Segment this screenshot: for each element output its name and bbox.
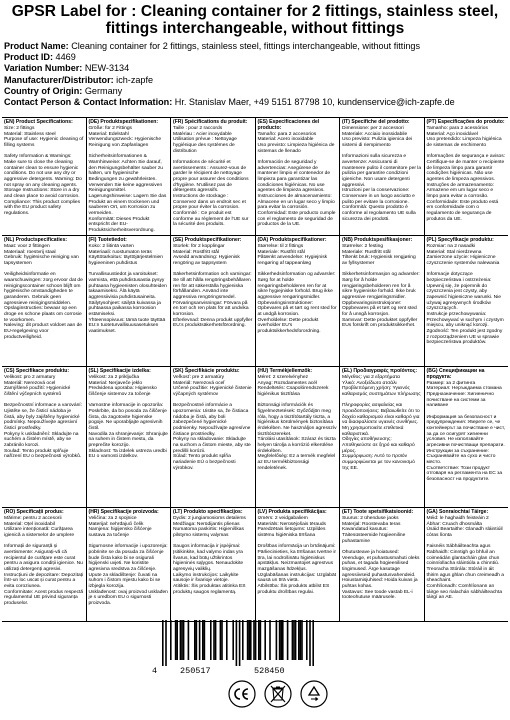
lang-heading: (SK) Špecifikácie produktu:	[173, 368, 240, 374]
barcode-bar	[250, 620, 252, 660]
lang-heading: (IT) Specifiche del prodotto:	[342, 119, 410, 125]
barcode-guard-bar	[236, 620, 238, 666]
lang-cell-de	[86, 118, 171, 235]
recycle-icon	[300, 680, 328, 708]
lang-cell-it	[339, 118, 424, 235]
country-label: Country of Origin:	[4, 85, 83, 96]
lang-heading: (DE) Produktspezifikationen:	[88, 119, 159, 125]
lang-heading: (BG) Спецификации на продукта:	[426, 368, 485, 380]
barcode-guard-bar	[312, 620, 314, 666]
barcode-bar	[181, 620, 183, 660]
lang-heading: (CS) Specifikace produktu:	[4, 368, 70, 374]
barcode-bar	[292, 620, 294, 660]
barcode-bar	[175, 620, 177, 660]
lang-cell-en	[2, 118, 86, 235]
lang-text: Veličina: za 2 spojnice Materijal: nehrđajući čelik Namjena: higijensko čišćenje sustava za točenje Sigurnosne informacije i upozorenja: pobrinite se da posuda za čišćenje bude čista kako bi se osigurali higijenski uvjeti. Ne koristite agresivna sredstva za čišćenje. Upute za skladištenje: čuvati na suhom i čistom mjestu kako bi se izbjegla korozija. Usklađenost: ovaj proizvod usklađen je s uredbom EU o sigurnosti proizvoda.	[88, 516, 168, 606]
language-band	[2, 117, 508, 235]
barcode-bar	[226, 620, 228, 660]
lang-heading: (EL) Προδιαγραφές προϊόντος:	[342, 368, 418, 374]
lang-cell-se	[170, 236, 255, 366]
barcode-bar	[298, 620, 300, 660]
lang-heading: (LT) Produkto specifikacijos:	[173, 509, 243, 515]
language-band	[2, 366, 508, 507]
lang-text: Størrelse: til 2 fittings Materiale: Rustfrit stål Påtænkt anvendelse: Hygiejnisk rengøring af tappeanlæg Sikkerhedsinformation og advarsler: Sørg for at holde rengøringsbeholderen ren for at sikre hygiejniske forhold. Brug ikke aggressive rengøringsmidler. Opbevaringsinstruktioner: Opbevares på et tørt og rent sted for at undgå korrosion. Overholdelse: Dette produkt overholder EU's produktsikkerhedsforordning.	[257, 244, 337, 334]
barcode-bar	[183, 620, 185, 660]
barcode-bar	[293, 620, 295, 660]
lang-heading: (DA) Produktspecifikationer:	[257, 237, 327, 243]
lang-heading: (ES) Especificaciones del producto:	[257, 119, 320, 131]
lang-cell-lt	[170, 508, 255, 621]
barcode-bar	[282, 620, 284, 660]
product-name-label: Product Name:	[4, 41, 69, 51]
lang-heading: (PT) Especificações do produto:	[426, 119, 505, 125]
lang-heading: (SL) Specifikacije izdelka:	[88, 368, 151, 374]
barcode-bar	[210, 620, 212, 660]
lang-heading: (GA) Sonraíochtaí Táirge:	[426, 509, 489, 515]
lang-cell-ro	[2, 508, 86, 621]
lang-cell-da	[255, 236, 340, 366]
barcode-bar	[253, 620, 255, 660]
lang-text: Size: 2 fittings Material: Stainless steel Purpose of use: Hygienic cleaning of filling systems Safety Information & Warnings: Make sure to close the cleaning container clean to ensure hygienic conditions. Do not use any dry or aggressive detergents. Warning: Do not spray on any cleaning agents. Storage Instructions: Store in a dry and clean place to avoid corrosion. Compliance: This product complies with the EU product safety regulations.	[4, 126, 84, 216]
weee-bin-icon	[264, 680, 292, 708]
lang-heading: (LV) Produkta specifikācijas:	[257, 509, 327, 515]
barcode-bar	[279, 620, 281, 660]
lang-text: Størrelse: 2 festing Materiale: Rustfritt stål Tiltenkt bruk: Hygienisk rengjøring av fyllsystemer Sikkerhetsinformasjon og advarsler: Sørg for å holde rengjøringsbeholderen ren for å sikre hygieniske forhold. Ikke bruk aggressive rengjøringsmidler. Oppbevaringsinstruksjoner: Oppbevares på et tørt og rent sted for å unngå korrosjon. Samsvar: Dette produktet oppfyller EUs forskrift om produktsikkerhet.	[342, 244, 420, 329]
lang-heading: (EN) Product Specifications:	[4, 119, 73, 125]
compliance-icons	[228, 680, 328, 708]
lang-text: Taille : pour 2 raccords Matériau : Acier inoxydable Utilisation prévue : Nettoyage hygiénique des systèmes de distribution Informations de sécurité et avertissements : Assurez-vous de garder le récipient de nettoyage propre pour assurer des conditions d'hygiène. N'utilisez pas de détergents agressifs. Instructions de stockage : Conservez dans un endroit sec et propre pour éviter la corrosion. Conformité : Ce produit est conforme au règlement de l'UE sur la sécurité des produits.	[173, 126, 249, 228]
barcode-bar	[260, 620, 262, 660]
barcode-bar	[276, 620, 278, 660]
lang-cell-hu	[255, 367, 340, 507]
lang-heading: (ET) Toote spetsifikatsioonid:	[342, 509, 414, 515]
lang-heading: (NB) Produktspesifikasjoner:	[342, 237, 413, 243]
lang-heading: (PL) Specyfikacje produktu:	[426, 237, 494, 243]
manufacturer-label: Manufacturer/Distributor:	[4, 74, 114, 85]
barcode-bar	[280, 620, 282, 660]
ean-barcode	[150, 620, 330, 678]
lang-heading: (FR) Spécifications du produit:	[173, 119, 248, 125]
barcode-guard-bar	[165, 620, 167, 666]
barcode-bar	[220, 620, 222, 660]
lang-heading: (HR) Specifikacije proizvoda:	[88, 509, 159, 515]
lang-cell-pl	[424, 236, 509, 366]
barcode-bar	[306, 620, 308, 660]
language-band	[2, 507, 508, 622]
lang-text: Tamaño: para 2 accesorios Material: Acero inoxidable Uso previsto: Limpieza higiénica de sistemas de llenado Información de seguridad y advertencias: Asegúrese de mantener limpio el contenedor de limpieza para garantizar las condiciones higiénicas. No use agentes de limpieza agresivos. Instrucciones de almacenamiento: Almacene en un lugar seco y limpio para evitar la corrosión. Conformidad: Este producto cumple con el reglamento de seguridad de productos de la UE.	[257, 131, 336, 228]
barcode-guard-bar	[162, 620, 164, 666]
barcode-bar	[295, 620, 297, 660]
lang-text: Rozmiar: na 2 nasadki Materiał: Stal nierdzewna Zamierzone użycie: Higieniczne czyszczenie systemów nalewania Informacje dotyczące bezpieczeństwa i ostrzeżenia: Upewnij się, że pojemnik do czyszczenia jest czysty, aby zapewnić higieniczne warunki. Nie używaj agresywnych środków czyszczących. Instrukcje przechowywania: Przechowywać w suchym i czystym miejscu, aby uniknąć korozji. Zgodność: Ten produkt jest zgodny z rozporządzeniem UE w sprawie bezpieczeństwa produktów.	[426, 244, 504, 346]
lang-heading: (RO) Specificații produs:	[4, 509, 64, 515]
barcode-bar	[247, 620, 249, 660]
lang-cell-et	[339, 508, 424, 621]
barcode-bar	[204, 620, 206, 660]
contact-value: Hr. Stanislav Maer, +49 5151 87798 10, kundenservice@ich-zapfe.de	[174, 97, 455, 108]
lang-cell-fi	[86, 236, 171, 366]
barcode-lead-digit: 4	[152, 666, 158, 676]
barcode-bar	[202, 620, 204, 660]
lang-heading: (NL) Productspecificaties:	[4, 237, 68, 243]
product-id-row	[4, 52, 506, 63]
ce-mark-icon	[228, 680, 256, 708]
lang-text: Velikost: pro 2 armatury Materiál: Nerezová ocel Zamýšlené použití: Hygienické čištění výčepních systémů Bezpečnostní informace a varování: Ujistěte se, že čisticí nádoba je čistá, aby byly zajištěny hygienické podmínky. Nepoužívejte agresivní čisticí prostředky. Pokyny k uskladnění: Skladujte na suchém a čistém místě, aby se zabránilo korozi. Soulad: Tento produkt splňuje nařízení EU o bezpečnosti výrobků.	[4, 375, 83, 460]
barcode-bar	[242, 620, 244, 660]
lang-cell-hr	[86, 508, 171, 621]
lang-cell-nl	[2, 236, 86, 366]
language-grid	[2, 117, 508, 617]
lang-cell-cs	[2, 367, 86, 507]
product-id-label: Product ID:	[4, 52, 54, 63]
lang-text: Velikost: za 2 priključka Material: Nerjaveče jeklo Predvidena uporaba: Higiensko čiščenje sistemov za točenje Varnostne informacije in opozorila: Poskrbite, da bo posoda za čiščenje čista, da zagotovite higienske pogoje. Ne uporabljajte agresivnih čistil. Navodila za shranjevanje: Shranjujte na suhem in čistem mestu, da preprečite korozijo. Skladnost: Ta izdelek ustreza uredbi EU o varnosti izdelkov.	[88, 375, 168, 460]
variation-row	[4, 63, 506, 74]
barcode-bar	[269, 620, 271, 660]
lang-cell-bg	[424, 367, 509, 507]
lang-text: Storlek: för 2 kopplingar Material: Rostfritt stål Avsedd användning: Hygienisk rengöring av tappsystem Säkerhetsinformation och varningar: Se till att hålla rengöringsbehållaren ren för att säkerställa hygieniska förhållanden. Använd inte aggressiva rengöringsmedel. Förvaringsanvisningar: Förvara på en torr och ren plats för att undvika korrosion. Efterlevnad: Denna produkt uppfyller EU:s produktsäkerhetsförordning.	[173, 244, 253, 329]
contact-label: Contact Person & Contact Information:	[4, 97, 173, 108]
barcode-left-digits: 250517	[180, 666, 211, 676]
barcode-bar	[215, 620, 217, 660]
barcode-right-digits: 528450	[254, 666, 285, 676]
barcode-bars	[150, 620, 330, 666]
lang-cell-sk	[170, 367, 255, 507]
lang-text: Размер: за 2 фитинга Материал: Неръждаема стомана Предназначение: Хигиенично почистване на системи за наливане Информация за безопасност и предупреждения: Уверете се, че контейнерът за почистване е чист, за да се осигурят хигиенни условия. Не използвайте агресивни почистващи препарати. Инструкции за съхранение: Съхранявайте на сухо и чисто място. Съответствие: Този продукт отговаря на регламента на ЕС за безопасност на продуктите.	[426, 380, 505, 482]
lang-text: Maat: voor 2 fittingen Materiaal: roestvrij staal Gebruik: hygiënische reiniging van tapsystemen Veiligheidsinformatie en waarschuwingen: zorg ervoor dat de reinigingscontainer schoon blijft om hygiënische omstandigheden te garanderen. Gebruik geen agressieve reinigingsmiddelen. Opslaginstructies: bewaar op een droge en schone plaats om corrosie te voorkomen. Naleving: dit product voldoet aan de EU-regelgeving voor productveiligheid.	[4, 244, 83, 340]
lang-cell-lv	[255, 508, 340, 621]
barcode-bar	[199, 620, 201, 660]
lang-text: Izmērs: 2 veidgabaliem Materiāls: Nerūsējošais tērauds Paredzētais lietojums: Uzpildes sistēmu higiēniska tīrīšana Drošības informācija un brīdinājumi: Pārliecinieties, ka tīrīšanas tvertne ir tīra, lai nodrošinātu higiēniskus apstākļus. Neizmantojiet agresīvus mazgāšanas līdzekļus. Uzglabāšanas instrukcijas: Uzglabāt sausā un tīrā vietā. Atbilstība: Šis produkts atbilst ES produktu drošības regulai.	[257, 516, 337, 595]
lang-cell-ga	[424, 508, 509, 621]
barcode-bar	[258, 620, 260, 660]
lang-cell-es	[255, 118, 340, 235]
barcode-bar	[232, 620, 234, 660]
barcode-bar	[180, 620, 182, 660]
barcode-bar	[194, 620, 196, 660]
lang-text: Mărime: pentru 2 accesorii Material: Oțel inoxidabil Utilizare intenționată: Curățarea igienică a sistemelor de umplere Informații de siguranță și avertismente: Asigurați-vă că recipientul de curățare este curat pentru a asigura condiții igienice. Nu utilizați detergenți agresivi. Instrucțiuni de depozitare: Depozitați într-un loc uscat și curat pentru a evita coroziunea. Conformitate: Acest produs respectă regulamentul UE privind siguranța produselor.	[4, 516, 84, 606]
language-band	[2, 235, 508, 366]
barcode-bar	[287, 620, 289, 660]
product-header	[0, 37, 510, 108]
barcode-bar	[188, 620, 190, 660]
lang-text: Größe: für 2 Fittings Material: Edelstahl Verwendungszweck: Hygienische Reinigung von Zapfanlagen Sicherheitsinformationen & Warnhinweise: Achten Sie darauf, den Reinigungsbehälter sauber zu halten, um hygienische Bedingungen zu gewährleisten. Verwenden Sie keine aggressiven Reinigungsmittel. Lagerungshinweise: Lagern Sie das Produkt an einem trockenen und sauberen Ort, um Korrosion zu vermeiden. Konformität: Dieses Produkt entspricht der EU-Produktsicherheitsverordnung.	[88, 126, 167, 233]
lang-text: Dydis: 2 jungiamosioms detalėms Medžiaga: Nerūdijantis plienas Numatoma paskirtis: Higieniškas pilstymo sistemų valymas Saugos informacija ir įspėjimai: Įsitikinkite, kad valymo indas yra švarus, kad būtų užtikrintos higieninės sąlygos. Nenaudokite agresyvių valiklių. Laikymo instrukcijos: Laikykite sausoje ir švarioje vietoje. Atitiktis: Šis produktas atitinka ES produktų saugos reglamentą.	[173, 516, 246, 595]
country-row	[4, 86, 506, 97]
barcode-bar	[248, 620, 250, 660]
label-title: GPSR Label for : Cleaning container for 2 fittings, stainless steel, fittings interchangeable, without fittings	[11, 3, 499, 37]
lang-cell-nb	[339, 236, 424, 366]
barcode-bar	[196, 620, 198, 660]
barcode-bar	[300, 620, 302, 660]
variation-label: Variation Number:	[4, 63, 83, 74]
lang-cell-sl	[86, 367, 171, 507]
lang-heading: (SE) Produktspecifikationer:	[173, 237, 242, 243]
lang-text: Μέγεθος: για 2 εξαρτήματα Υλικό: Ανοξείδωτο ατσάλι Προβλεπόμενη χρήση: Υγιεινός καθαρισμός συστημάτων πλήρωσης Πληροφορίες ασφαλείας και προειδοποιήσεις: Βεβαιωθείτε ότι το δοχείο καθαρισμού είναι καθαρό για να διασφαλίσετε υγιεινές συνθήκες. Μη χρησιμοποιείτε επιθετικά καθαριστικά. Οδηγίες αποθήκευσης: Αποθηκεύστε σε ξηρό και καθαρό μέρος. Συμμόρφωση: Αυτό το προϊόν συμμορφώνεται με τον κανονισμό της ΕΕ.	[342, 375, 421, 471]
manufacturer-row	[4, 75, 506, 86]
lang-text: Veľkosť: pre 2 armatúry Materiál: Nerezová oceľ Určené použitie: Hygienické čistenie výčapných systémov Bezpečnostné informácie a upozornenia: Uistite sa, že čistiaca nádoba je čistá, aby boli zabezpečené hygienické podmienky. Nepoužívajte agresívne čistiace prostriedky. Pokyny na skladovanie: Skladujte na suchom a čistom mieste, aby ste predišli korózii. Súlad: Tento produkt spĺňa nariadenie EÚ o bezpečnosti výrobkov.	[173, 375, 252, 471]
lang-text: Koko: 2 liitintä varten Materiaali: ruostumaton teräs Käyttötarkoitus: täyttöjärjestelmien hygieeninen puhdistus Turvallisuustiedot ja varoitukset: varmista, että puhdistusastia pysyy puhtaana hygieenisten olosuhteiden takaamiseksi. Älä käytä aggressiivisia puhdistusaineita. Säilytysohjeet: säilytä kuivassa ja puhtaassa paikassa korroosion estämiseksi. Yhteensopivuus: tämä tuote täyttää EU:n tuoteturvallisuusasetuksen vaatimukset.	[88, 244, 167, 334]
lang-heading: (FI) Tuotetiedot:	[88, 237, 127, 243]
country-value: Germany	[84, 85, 123, 96]
lang-text: Suurus: 2 ühenduse jaoks Materjal: Roostevaba teras Kavandatud kasutus: Täitesüsteemide hügieeniline puhastamine Ohutusteave ja hoiatused: Veenduge, et puhastusmahuti oleks puhas, et tagada hügieenilised tingimused. Ärge kasutage agressiivseid puhastusvahendeid. Hoiustamisjuhised: Hoida kuivas ja puhtas kohas. Vastavus: See toode vastab EL-i tooteohutuse määrusele.	[342, 516, 420, 601]
barcode-bar	[264, 620, 266, 660]
contact-row	[4, 97, 506, 108]
lang-text: Tamanho: para 2 acessórios Material: Aço inoxidável Uso pretendido: Limpeza higiénica de sistemas de enchimento Informações de segurança e avisos: Certifique-se de manter o recipiente de limpeza limpo para garantir condições higiénicas. Não use agentes de limpeza agressivos. Instruções de armazenamento: Armazene em um lugar seco e limpo para evitar a corrosão. Conformidade: Este produto está em conformidade com o regulamento de segurança de produtos da UE.	[426, 126, 506, 222]
product-name-value: Cleaning container for 2 fittings, stainless steel, fittings interchangeable, without fittings	[71, 41, 421, 51]
barcode-guard-bar	[309, 620, 311, 666]
lang-cell-fr	[170, 118, 255, 235]
barcode-bar	[170, 620, 172, 660]
variation-value: NEW-3134	[84, 63, 130, 74]
lang-text: Dimensione: per 2 accessori Materiale: Acciaio inossidabile Uso previsto: Pulizia igienica dei sistemi di riempimento Informazioni sulla sicurezza e avvertenze: Assicurarsi di mantenere pulito il contenitore per la pulizia per garantire condizioni igieniche. Non usare detergenti aggressivi. Istruzioni per la conservazione: Conservare in un luogo asciutto e pulito per evitare la corrosione. Conformità: Questo prodotto è conforme al regolamento UE sulla sicurezza dei prodotti.	[342, 126, 422, 222]
barcode-bar	[255, 620, 257, 660]
barcode-bar	[213, 620, 215, 660]
lang-text: Méid: le haghaidh feisteáin 2 Ábhar: Cruach dhosmálta Úsáid Beartaithe: Glanadh sláintiúil córas líonta Faisnéis Sábháilteachta agus Rabhaidh: Cinntigh go bhfuil an coimeádán glantacháin glan chun coinníollacha sláintiúla a chinntiú. Treoracha Stórála: Stóráil in áit thirim agus ghlan chun creimeadh a sheachaint. Comhlíonadh: Comhlíonann an táirge seo rialachán sábháilteachta táirgí an AE.	[426, 516, 504, 601]
barcode-bar	[176, 620, 178, 660]
barcode-bar	[221, 620, 223, 660]
lang-cell-pt	[424, 118, 509, 235]
barcode-bar	[301, 620, 303, 660]
barcode-guard-bar	[239, 620, 241, 666]
lang-cell-el	[339, 367, 424, 507]
lang-text: Méret: 2 szerelvényhez Anyag: Rozsdamentes acél Rendeltetés: Csapolórendszerek higiénikus tisztítása Biztonsági információk és figyelmeztetések: Győződjön meg róla, hogy a tisztítótartály tiszta, a higiénikus körülmények biztosítása érdekében. Ne használjon agresszív tisztítószereket. Tárolási utasítások: Száraz és tiszta helyen tárolja a korrózió elkerülése érdekében. Megfelelőség: Ez a termék megfelel az EU termékbiztonsági rendeletének.	[257, 375, 337, 471]
product-id-value: 4469	[55, 52, 76, 63]
lang-heading: (HU) Termékjellemzők:	[257, 368, 313, 374]
manufacturer-value: ich-zapfe	[116, 74, 154, 85]
product-name-row	[4, 41, 506, 52]
